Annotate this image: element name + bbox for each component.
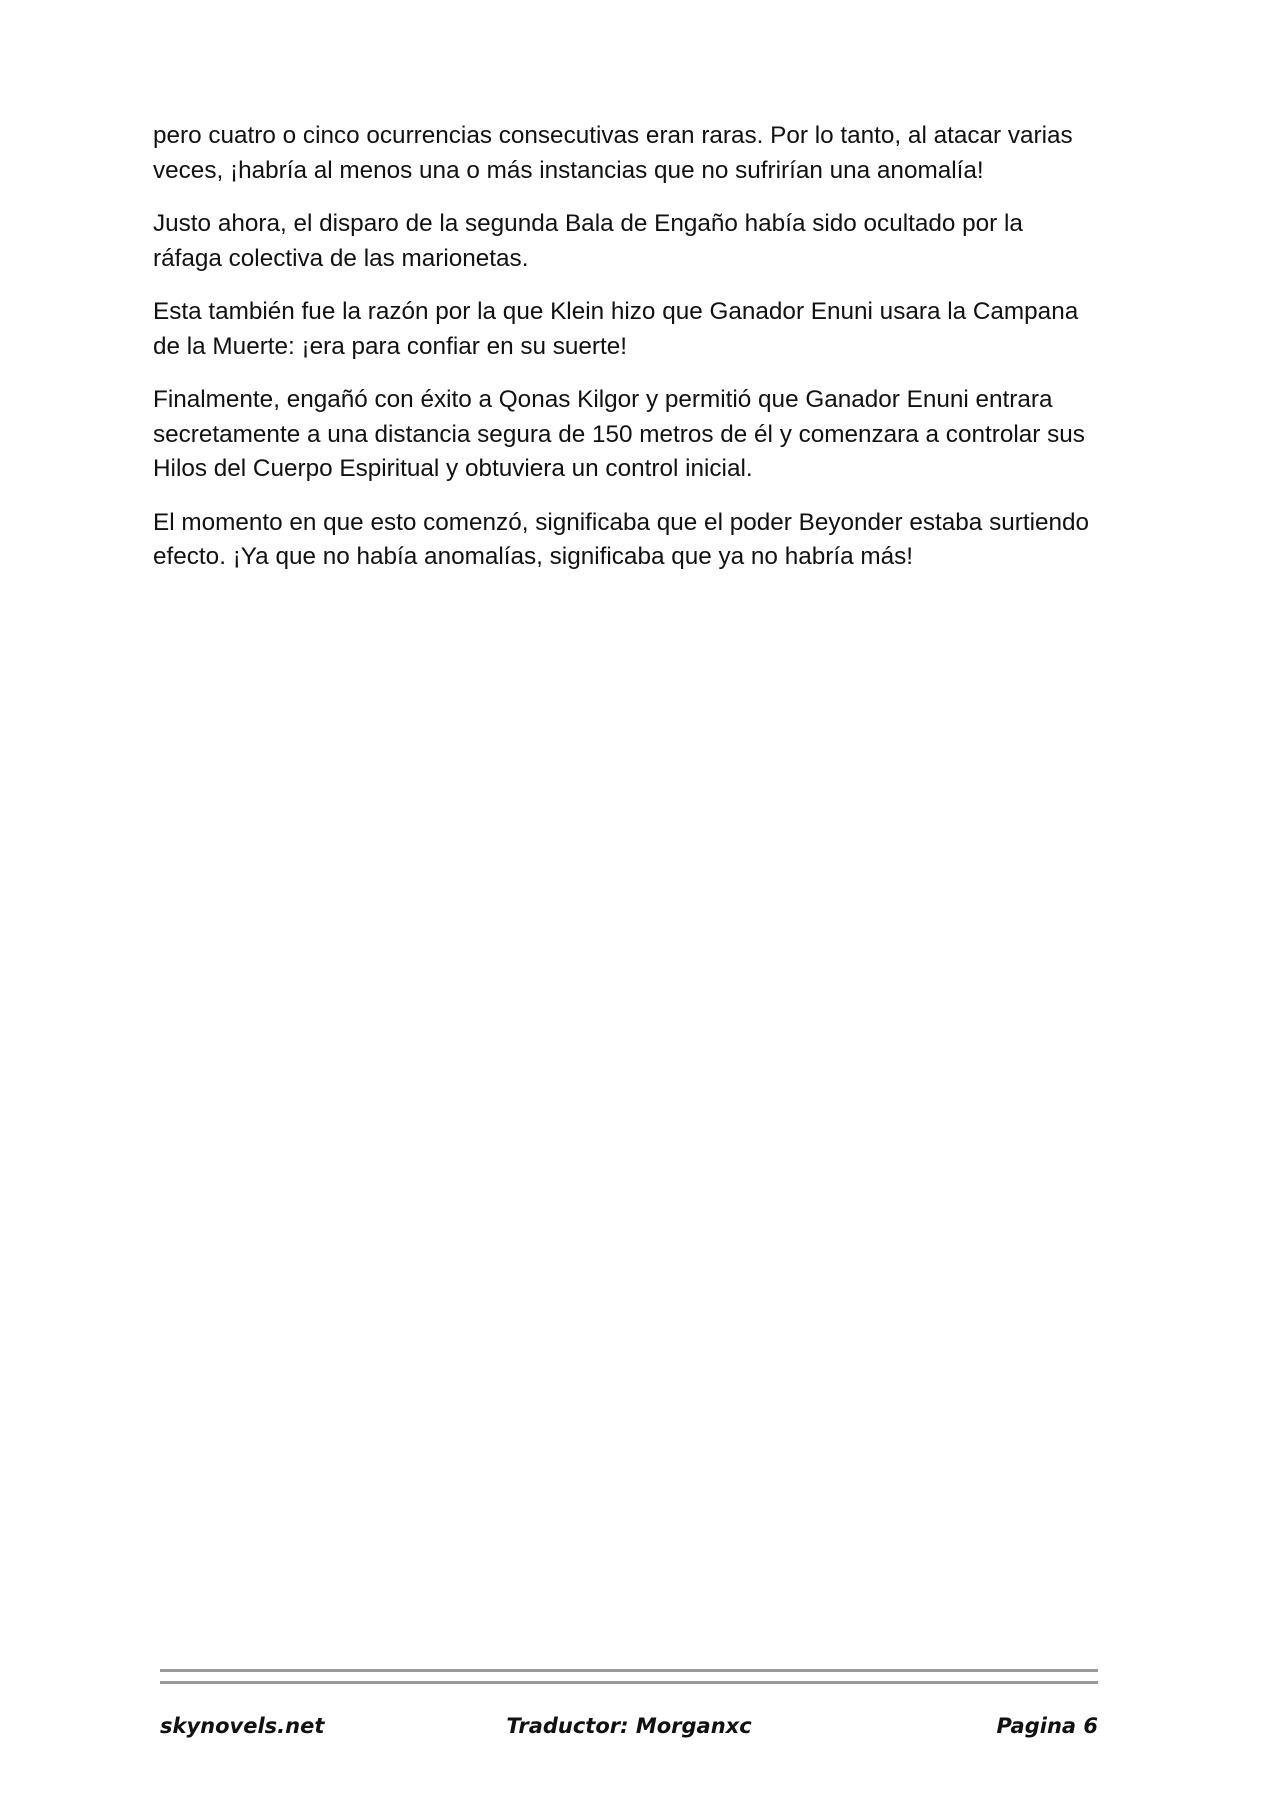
footer-translator: Traductor: Morganxc	[506, 1714, 752, 1738]
footer-divider	[160, 1669, 1098, 1684]
paragraph-4: Finalmente, engañó con éxito a Qonas Kilgor y permitió que Ganador Enuni entrara secretamente a una distancia segura de 150 metros de él y comenzara a controlar sus Hilos del Cuerpo Espiritual y obtuviera un control inicial.	[153, 386, 1085, 482]
paragraph-3: Esta también fue la razón por la que Klein hizo que Ganador Enuni usara la Campana de la Muerte: ¡era para confiar en su suerte!	[153, 298, 1079, 360]
page-footer	[160, 1714, 1098, 1748]
footer-rule-top	[160, 1669, 1098, 1672]
footer-site-name: skynovels.net	[160, 1714, 325, 1738]
footer-page-number: Pagina 6	[996, 1714, 1098, 1738]
document-body	[153, 119, 1098, 594]
paragraph-5: El momento en que esto comenzó, significaba que el poder Beyonder estaba surtiendo efecto. ¡Ya que no había anomalías, significaba que ya no habría más!	[153, 508, 1090, 570]
footer-rule-bottom	[160, 1681, 1098, 1684]
paragraph-1: pero cuatro o cinco ocurrencias consecutivas eran raras. Por lo tanto, al atacar varias veces, ¡habría al menos una o más instancias que no sufrirían una anomalía!	[153, 122, 1073, 184]
paragraph-2: Justo ahora, el disparo de la segunda Bala de Engaño había sido ocultado por la ráfaga colectiva de las marionetas.	[153, 210, 1023, 272]
